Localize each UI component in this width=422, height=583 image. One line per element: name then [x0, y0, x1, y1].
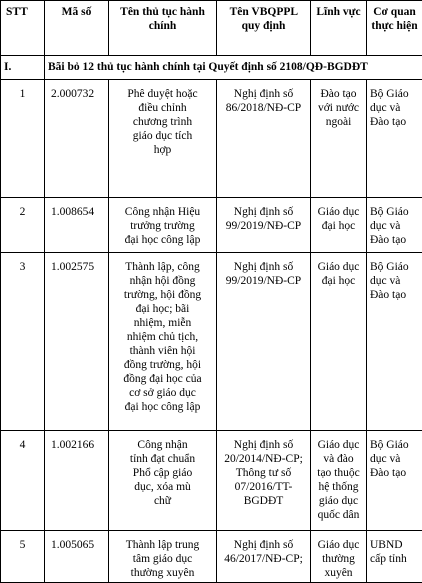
cell-ma-so: 1.002166: [45, 431, 109, 531]
cell-ten-tthc-line: đại học công lập: [112, 233, 213, 247]
cell-co-quan: [367, 198, 422, 253]
cell-vbqppl-line: 07/2016/TT-: [220, 480, 307, 494]
cell-ma-so: 1.002575: [45, 253, 109, 431]
cell-vbqppl-line: Thông tư số: [220, 466, 307, 480]
cell-linh-vuc-line: Giáo dục: [314, 260, 363, 274]
cell-vbqppl-line: Nghị định số: [220, 205, 307, 219]
cell-ten-tthc: [109, 531, 217, 583]
table-row: [1, 431, 422, 531]
cell-ten-tthc-line: cơ sở giáo dục: [112, 386, 213, 400]
cell-linh-vuc-line: Giáo dục: [314, 438, 363, 452]
header-co-quan-line: hiện: [397, 20, 418, 32]
cell-vbqppl-line: Nghị định số: [220, 87, 307, 101]
cell-co-quan-line: Đào tạo: [370, 466, 419, 480]
cell-ten-tthc-line: Phổ cập giáo: [112, 466, 213, 480]
cell-ten-tthc-line: nhiệm, miễn: [112, 316, 213, 330]
cell-linh-vuc-line: với nước: [314, 101, 363, 115]
cell-vbqppl-line: Nghị định số: [220, 538, 307, 552]
cell-linh-vuc-line: thường: [314, 552, 363, 566]
cell-ten-tthc-line: tỉnh đạt chuẩn: [112, 452, 213, 466]
header-row: [1, 1, 422, 56]
cell-ten-tthc-line: Thành lập, công: [112, 260, 213, 274]
cell-ma-so: 2.000732: [45, 80, 109, 198]
cell-co-quan-line: Bộ Giáo: [370, 260, 419, 274]
cell-ten-tthc-line: nhiệm chủ tịch,: [112, 330, 213, 344]
cell-ten-tthc-line: chương trình: [112, 115, 213, 129]
cell-stt: 2: [1, 198, 45, 253]
cell-stt: 3: [1, 253, 45, 431]
cell-co-quan-line: dục và: [370, 452, 419, 466]
cell-co-quan: [367, 431, 422, 531]
header-vbqppl-line: quy định: [242, 20, 286, 32]
cell-ten-tthc: [109, 80, 217, 198]
cell-co-quan: [367, 80, 422, 198]
cell-ten-tthc-line: giáo dục tích: [112, 129, 213, 143]
cell-ten-tthc-line: trưởng trường: [112, 219, 213, 233]
cell-ten-tthc-line: tâm giáo dục: [112, 552, 213, 566]
cell-ten-tthc-line: Công nhận: [112, 438, 213, 452]
cell-co-quan-line: cấp tỉnh: [370, 552, 419, 566]
cell-linh-vuc-line: tạo thuộc: [314, 466, 363, 480]
cell-linh-vuc: [311, 198, 367, 253]
cell-co-quan: [367, 253, 422, 431]
cell-linh-vuc: [311, 531, 367, 583]
cell-linh-vuc-line: xuyên: [314, 566, 363, 580]
header-ma-so: Mã số: [45, 1, 109, 56]
cell-ten-tthc-line: đồng đại học của: [112, 372, 213, 386]
cell-ma-so: 1.005065: [45, 531, 109, 583]
cell-ma-so: 1.008654: [45, 198, 109, 253]
cell-ten-tthc-line: đại học công lập: [112, 400, 213, 414]
header-ten-line: Tên thủ tục: [120, 6, 177, 18]
cell-ten-tthc-line: thường xuyên: [112, 566, 213, 580]
cell-co-quan-line: dục và: [370, 219, 419, 233]
cell-vbqppl-line: 99/2019/NĐ-CP: [220, 219, 307, 233]
cell-linh-vuc-line: đại học: [314, 219, 363, 233]
cell-ten-tthc-line: đồng trường, hội: [112, 358, 213, 372]
cell-vbqppl: [217, 431, 311, 531]
cell-ten-tthc: [109, 431, 217, 531]
cell-co-quan-line: UBND: [370, 538, 419, 552]
cell-ten-tthc-line: đại học; bãi: [112, 302, 213, 316]
cell-vbqppl-line: 99/2019/NĐ-CP: [220, 274, 307, 288]
cell-vbqppl-line: 20/2014/NĐ-CP;: [220, 452, 307, 466]
cell-linh-vuc-line: ngoài: [314, 115, 363, 129]
section-row: [1, 56, 422, 80]
cell-linh-vuc: [311, 253, 367, 431]
cell-vbqppl: [217, 80, 311, 198]
table-body: [1, 56, 422, 583]
cell-vbqppl-line: BGDĐT: [220, 494, 307, 508]
header-co-quan-line: thực: [371, 20, 393, 32]
header-vbqppl-line: Tên VBQPPL: [230, 6, 298, 18]
cell-linh-vuc-line: hệ thống: [314, 480, 363, 494]
cell-linh-vuc-line: đại học: [314, 274, 363, 288]
cell-ten-tthc-line: nhận hội đồng: [112, 274, 213, 288]
cell-linh-vuc-line: Giáo dục: [314, 538, 363, 552]
cell-vbqppl: [217, 531, 311, 583]
cell-vbqppl: [217, 253, 311, 431]
cell-co-quan-line: Đào tạo: [370, 115, 419, 129]
cell-vbqppl-line: 86/2018/NĐ-CP: [220, 101, 307, 115]
cell-linh-vuc-line: giáo dục: [314, 494, 363, 508]
header-ten-tthc: [109, 1, 217, 56]
header-ten-line: hành chính: [149, 6, 205, 32]
table-header: [1, 1, 422, 56]
cell-ten-tthc: [109, 253, 217, 431]
table-row: [1, 531, 422, 583]
cell-vbqppl-line: Nghị định số: [220, 438, 307, 452]
cell-vbqppl-line: 46/2017/NĐ-CP;: [220, 552, 307, 566]
cell-linh-vuc-line: Giáo dục: [314, 205, 363, 219]
cell-ten-tthc-line: chữ: [112, 494, 213, 508]
section-title: Bãi bỏ 12 thủ tục hành chính tại Quyết định số 2108/QĐ-BGDĐT: [45, 56, 422, 80]
cell-linh-vuc-line: quốc dân: [314, 508, 363, 522]
cell-ten-tthc-line: trường, hội đồng: [112, 288, 213, 302]
cell-ten-tthc-line: dục, xóa mù: [112, 480, 213, 494]
cell-co-quan-line: Bộ Giáo: [370, 87, 419, 101]
cell-co-quan-line: Bộ Giáo: [370, 438, 419, 452]
cell-linh-vuc: [311, 80, 367, 198]
cell-co-quan-line: Đào tạo: [370, 288, 419, 302]
header-vbqppl: [217, 1, 311, 56]
cell-ten-tthc-line: Công nhận Hiệu: [112, 205, 213, 219]
cell-ten-tthc-line: Thành lập trung: [112, 538, 213, 552]
header-co-quan: [367, 1, 422, 56]
cell-stt: 5: [1, 531, 45, 583]
header-co-quan-line: Cơ quan: [373, 6, 416, 18]
cell-ten-tthc: [109, 198, 217, 253]
header-linh-vuc: [311, 1, 367, 56]
cell-co-quan-line: dục và: [370, 274, 419, 288]
table-row: [1, 80, 422, 198]
table-row: [1, 198, 422, 253]
cell-vbqppl: [217, 198, 311, 253]
header-stt: STT: [1, 1, 45, 56]
cell-linh-vuc-line: Đào tạo: [314, 87, 363, 101]
cell-linh-vuc-line: và đào: [314, 452, 363, 466]
cell-co-quan: [367, 531, 422, 583]
cell-linh-vuc: [311, 431, 367, 531]
cell-ten-tthc-line: thành viên hội: [112, 344, 213, 358]
cell-co-quan-line: Đào tạo: [370, 233, 419, 247]
cell-stt: 4: [1, 431, 45, 531]
cell-ten-tthc-line: Phê duyệt hoặc: [112, 87, 213, 101]
header-linh-vuc-line: vực: [343, 6, 361, 18]
section-index: I.: [1, 56, 45, 80]
header-linh-vuc-line: Lĩnh: [316, 6, 340, 18]
table-row: [1, 253, 422, 431]
cell-ten-tthc-line: điều chỉnh: [112, 101, 213, 115]
cell-vbqppl-line: Nghị định số: [220, 260, 307, 274]
cell-co-quan-line: dục và: [370, 101, 419, 115]
cell-ten-tthc-line: hợp: [112, 143, 213, 157]
cell-stt: 1: [1, 80, 45, 198]
cell-co-quan-line: Bộ Giáo: [370, 205, 419, 219]
